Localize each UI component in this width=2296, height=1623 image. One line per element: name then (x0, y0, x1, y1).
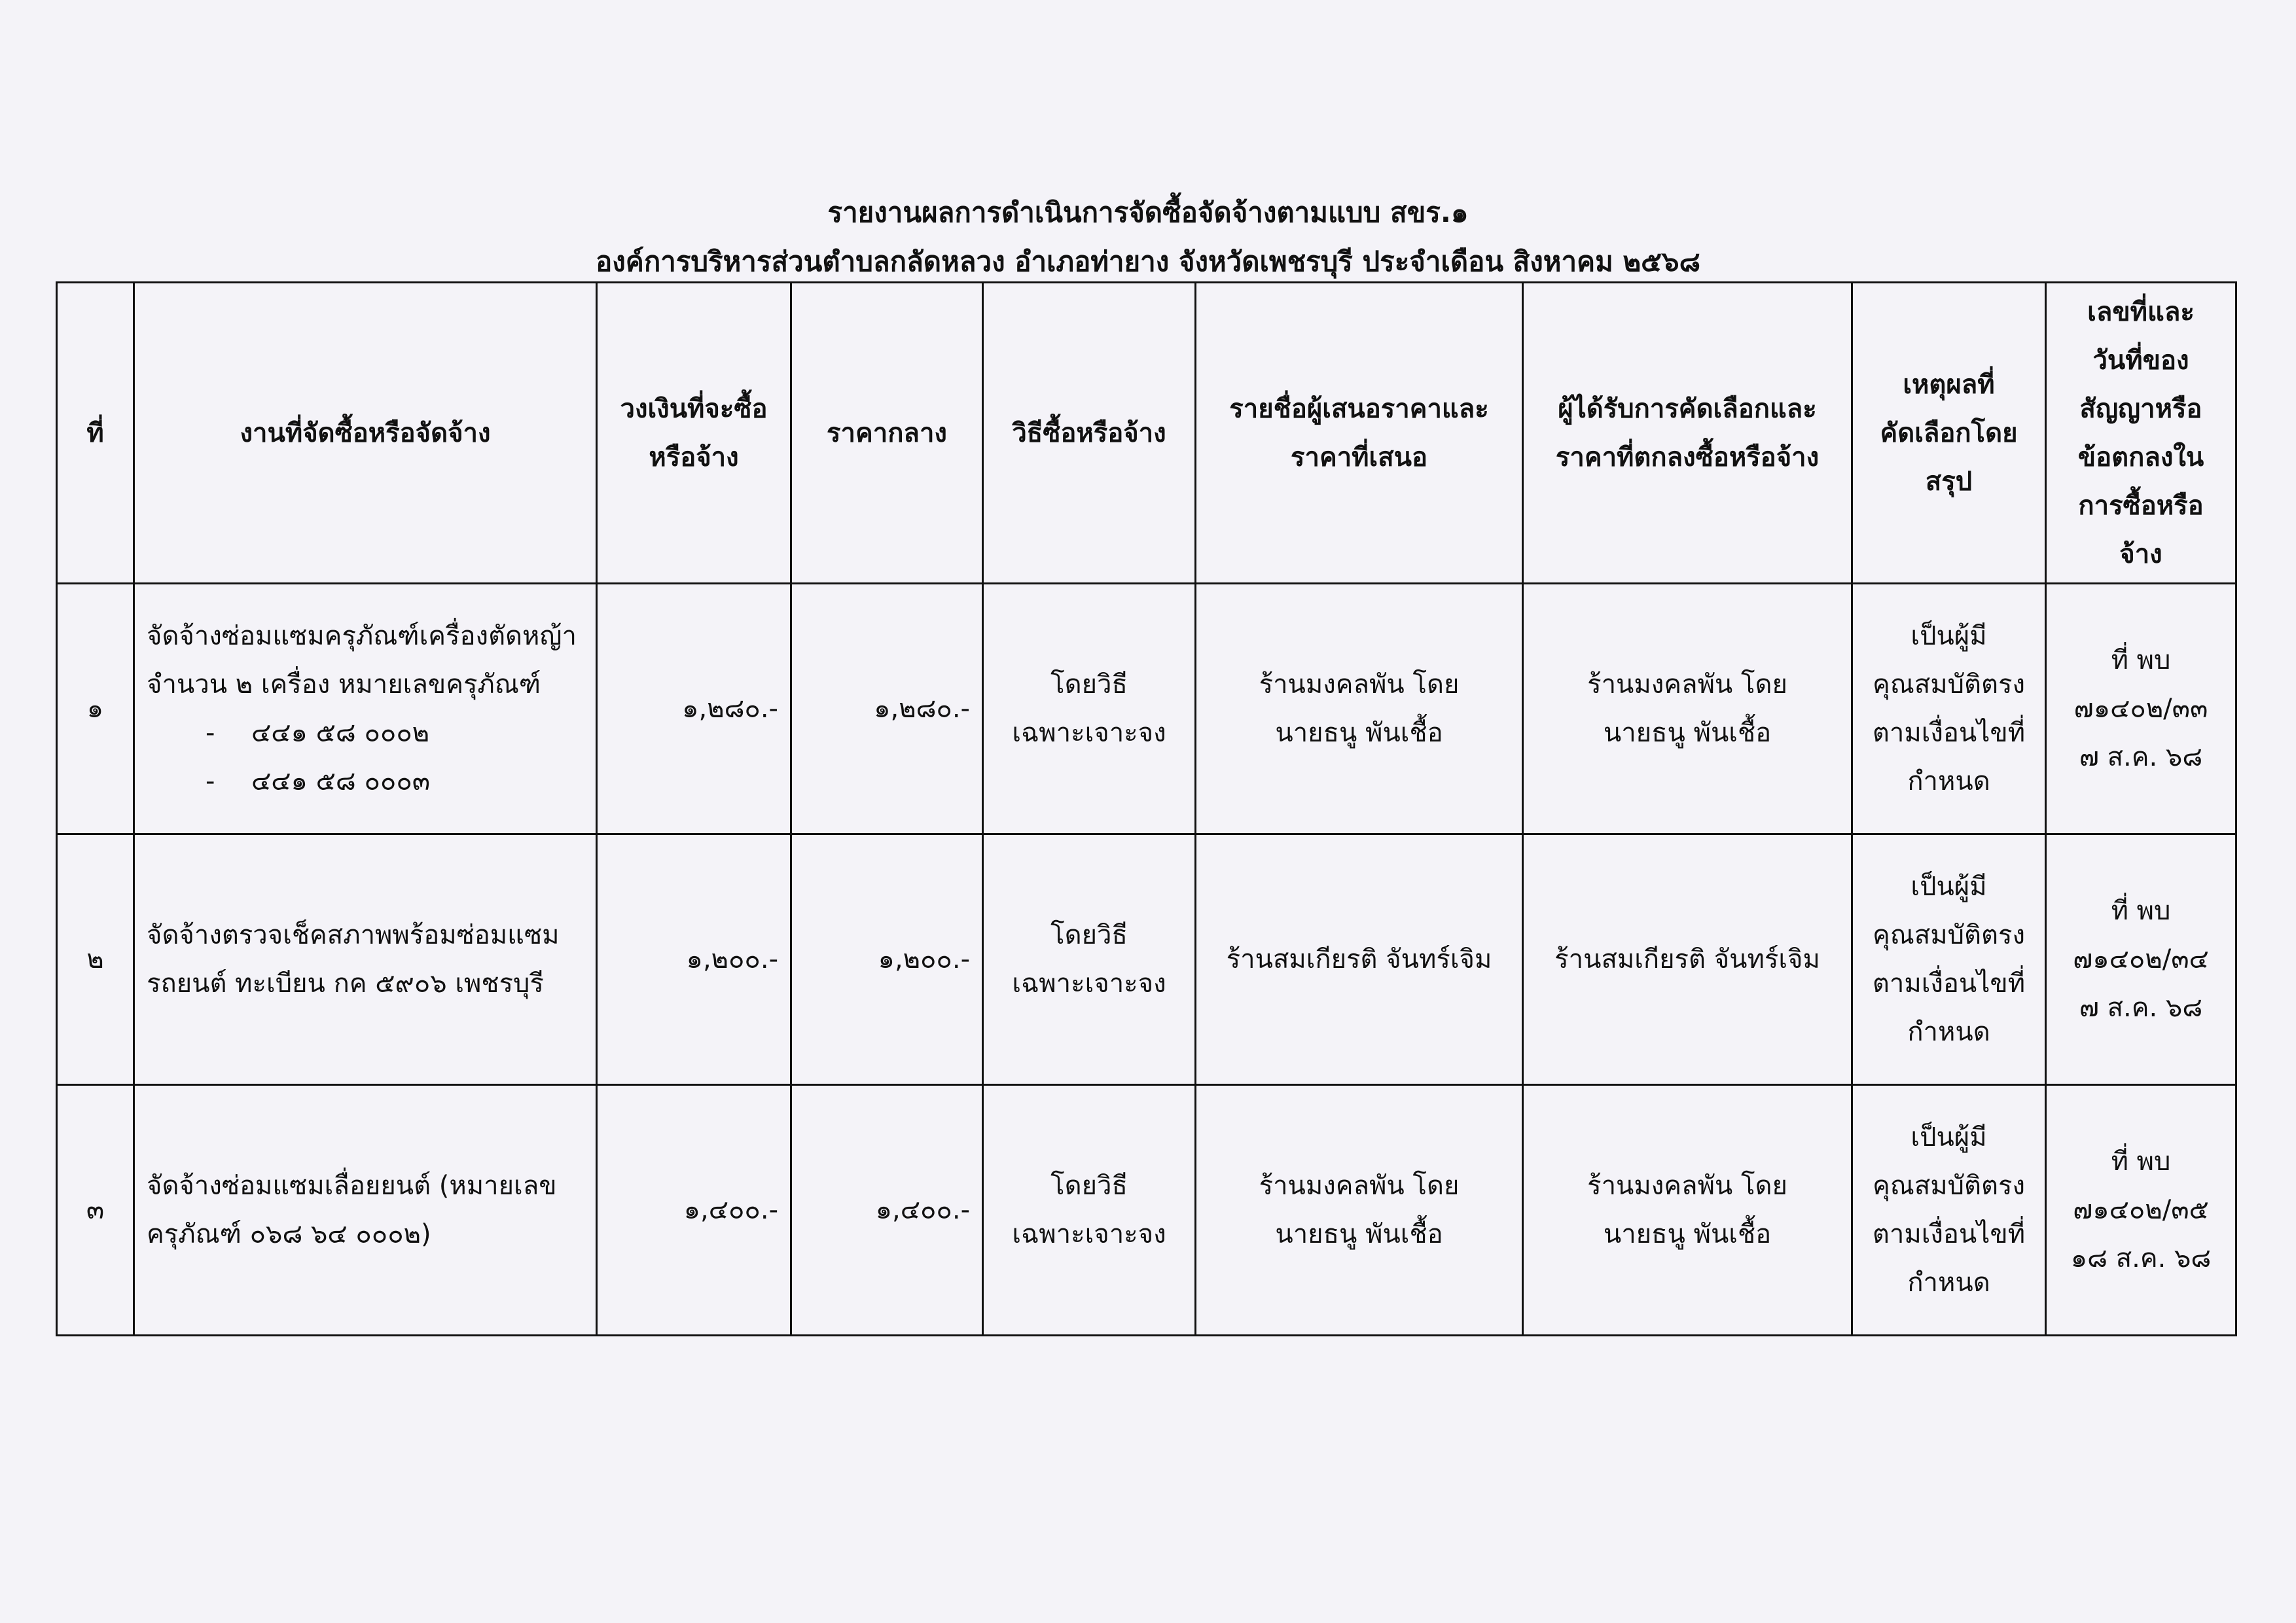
header-reason-line: คัดเลือกโดย (1880, 418, 2018, 448)
selected-vendor (1523, 834, 1852, 1085)
method-line: เฉพาะเจาะจง (1012, 1219, 1166, 1249)
selection-reason (1852, 834, 2046, 1085)
contract-reference (2046, 584, 2236, 834)
selected-line: ร้านมงคลพัน โดย (1587, 1171, 1787, 1201)
header-reason-line: สรุป (1925, 466, 1973, 497)
selected-vendor (1523, 1085, 1852, 1336)
table-row (57, 584, 2236, 834)
reason-line: เป็นผู้มี (1910, 1122, 1987, 1152)
report-title: รายงานผลการดำเนินการจัดซื้อจัดจ้างตามแบบ สขร.๑ (827, 196, 1469, 228)
header-budget-line: วงเงินที่จะซื้อ (620, 393, 768, 424)
contract-reference (2046, 1085, 2236, 1336)
selected-line: นายธนู พันเชื้อ (1603, 718, 1772, 748)
header-contract-line: วันที่ของ (2092, 345, 2189, 376)
bidders-and-prices (1196, 834, 1523, 1085)
work-line: จัดจ้างซ่อมแซมครุภัณฑ์เครื่องตัดหญ้า (147, 621, 577, 651)
reason-line: เป็นผู้มี (1910, 621, 1987, 651)
reason-line: ตามเงื่อนไขที่ (1872, 1219, 2026, 1249)
selected-line: ร้านมงคลพัน โดย (1587, 669, 1787, 700)
median-price: ๑,๒๘๐.- (791, 584, 983, 834)
contract-line: ที่ พบ (2111, 645, 2171, 675)
work-line: จำนวน ๒ เครื่อง หมายเลขครุภัณฑ์ (147, 669, 541, 700)
work-line: รถยนต์ ทะเบียน กค ๕๙๐๖ เพชรบุรี (147, 969, 544, 999)
item-bullet: - (206, 766, 215, 796)
procurement-report-table (56, 281, 2237, 1336)
reason-line: กำหนด (1907, 766, 1990, 796)
header-method: วิธีซื้อหรือจ้าง (983, 283, 1196, 584)
method-line: โดยวิธี (1050, 669, 1128, 700)
reason-line: คุณสมบัติตรง (1872, 920, 2025, 950)
header-contract-line: เลขที่และ (2087, 296, 2195, 327)
header-reason-line: เหตุผลที่ (1903, 369, 1995, 400)
header-contract-line: จ้าง (2119, 539, 2162, 569)
bidder-line: ร้านมงคลพัน โดย (1259, 669, 1460, 700)
contract-line: ๑๘ ส.ค. ๖๘ (2070, 1243, 2212, 1274)
selection-reason (1852, 584, 2046, 834)
median-price: ๑,๔๐๐.- (791, 1085, 983, 1336)
header-bidders (1196, 283, 1523, 584)
row-number: ๒ (57, 834, 134, 1085)
asset-number: ๔๔๑ ๕๘ ๐๐๐๒ (251, 718, 430, 748)
work-description (134, 834, 597, 1085)
header-selected-line: ราคาที่ตกลงซื้อหรือจ้าง (1555, 442, 1820, 473)
contract-line: ๗ ส.ค. ๖๘ (2079, 742, 2203, 772)
procurement-method (983, 834, 1196, 1085)
header-contract (2046, 283, 2236, 584)
report-subtitle: องค์การบริหารส่วนตำบลกลัดหลวง อำเภอท่ายาง จังหวัดเพชรบุรี ประจำเดือน สิงหาคม ๒๕๖๘ (596, 245, 1700, 277)
row-number: ๑ (57, 584, 134, 834)
work-line: ครุภัณฑ์ ๐๖๘ ๖๔ ๐๐๐๒) (147, 1219, 431, 1249)
selected-vendor (1523, 584, 1852, 834)
contract-line: ๗๑๔๐๒/๓๔ (2073, 944, 2209, 974)
procurement-method (983, 584, 1196, 834)
asset-number-item (147, 709, 584, 757)
header-selected-line: ผู้ได้รับการคัดเลือกและ (1558, 393, 1817, 424)
budget-amount: ๑,๒๘๐.- (597, 584, 791, 834)
median-price: ๑,๒๐๐.- (791, 834, 983, 1085)
reason-line: คุณสมบัติตรง (1872, 669, 2025, 700)
work-description (134, 584, 597, 834)
bidder-line: ร้านมงคลพัน โดย (1259, 1171, 1460, 1201)
header-contract-line: สัญญาหรือ (2079, 393, 2202, 424)
bidder-line: นายธนู พันเชื้อ (1275, 1219, 1443, 1249)
selected-line: ร้านสมเกียรติ จันทร์เจิม (1554, 944, 1820, 974)
method-line: เฉพาะเจาะจง (1012, 718, 1166, 748)
reason-line: กำหนด (1907, 1268, 1990, 1298)
header-reason (1852, 283, 2046, 584)
table-row (57, 834, 2236, 1085)
budget-amount: ๑,๔๐๐.- (597, 1085, 791, 1336)
budget-amount: ๑,๒๐๐.- (597, 834, 791, 1085)
method-line: โดยวิธี (1050, 1171, 1128, 1201)
method-line: เฉพาะเจาะจง (1012, 969, 1166, 999)
selected-line: นายธนู พันเชื้อ (1603, 1219, 1772, 1249)
reason-line: กำหนด (1907, 1017, 1990, 1047)
reason-line: คุณสมบัติตรง (1872, 1171, 2025, 1201)
bidders-and-prices (1196, 584, 1523, 834)
table-row (57, 1085, 2236, 1336)
header-contract-line: ข้อตกลงใน (2077, 442, 2204, 473)
contract-line: ๗๑๔๐๒/๓๓ (2073, 694, 2208, 724)
header-budget (597, 283, 791, 584)
contract-line: ๗๑๔๐๒/๓๕ (2073, 1195, 2209, 1225)
header-contract-line: การซื้อหรือ (2078, 490, 2204, 521)
work-description (134, 1085, 597, 1336)
header-budget-line: หรือจ้าง (649, 442, 739, 473)
item-bullet: - (206, 718, 215, 748)
work-line: จัดจ้างซ่อมแซมเลื่อยยนต์ (หมายเลข (147, 1171, 557, 1201)
reason-line: เป็นผู้มี (1910, 872, 1987, 902)
row-number: ๓ (57, 1085, 134, 1336)
procurement-method (983, 1085, 1196, 1336)
bidders-and-prices (1196, 1085, 1523, 1336)
header-work: งานที่จัดซื้อหรือจัดจ้าง (134, 283, 597, 584)
contract-line: ที่ พบ (2111, 1147, 2171, 1177)
reason-line: ตามเงื่อนไขที่ (1872, 969, 2026, 999)
asset-number-item (147, 757, 584, 806)
header-selected (1523, 283, 1852, 584)
header-no: ที่ (57, 283, 134, 584)
work-line: จัดจ้างตรวจเช็คสภาพพร้อมซ่อมแซม (147, 920, 560, 950)
asset-number: ๔๔๑ ๕๘ ๐๐๐๓ (251, 766, 431, 796)
bidder-line: ร้านสมเกียรติ จันทร์เจิม (1226, 944, 1492, 974)
method-line: โดยวิธี (1050, 920, 1128, 950)
table-header-row (57, 283, 2236, 584)
reason-line: ตามเงื่อนไขที่ (1872, 718, 2026, 748)
header-bidders-line: รายชื่อผู้เสนอราคาและ (1229, 393, 1489, 424)
contract-line: ๗ ส.ค. ๖๘ (2079, 993, 2203, 1023)
contract-line: ที่ พบ (2111, 896, 2171, 926)
contract-reference (2046, 834, 2236, 1085)
header-bidders-line: ราคาที่เสนอ (1291, 442, 1427, 473)
selection-reason (1852, 1085, 2046, 1336)
bidder-line: นายธนู พันเชื้อ (1275, 718, 1443, 748)
header-median-price: ราคากลาง (791, 283, 983, 584)
